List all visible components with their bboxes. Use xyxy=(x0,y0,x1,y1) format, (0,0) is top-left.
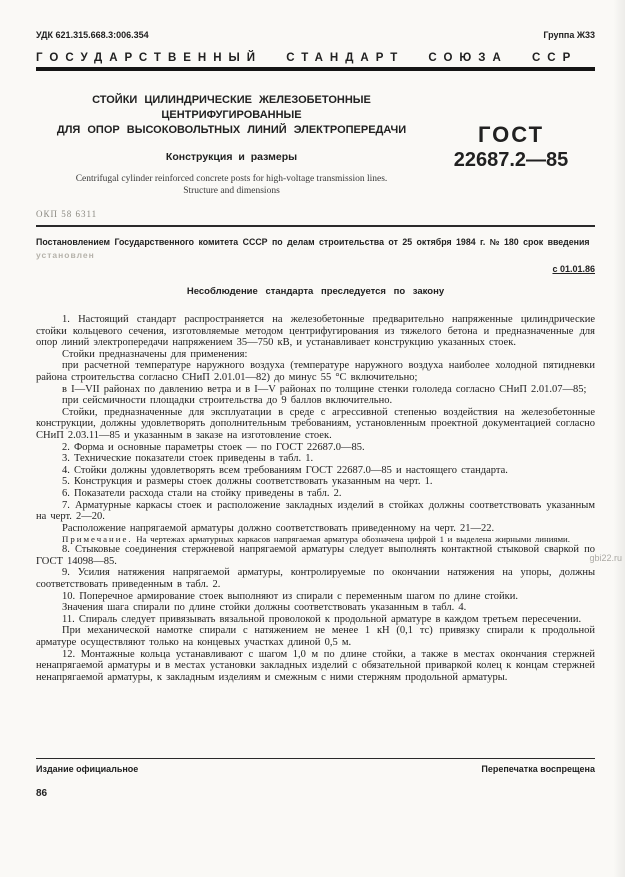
udk-code: УДК 621.315.668.3:006.354 xyxy=(36,30,149,40)
note-text: На чертежах арматурных каркасов напрягаемая арматура обозначена цифрой 1 и выделена жирными линиями. xyxy=(136,534,570,545)
paragraph: 3. Технические показатели стоек приведены в табл. 1. xyxy=(62,453,314,465)
section-rule xyxy=(36,225,595,227)
document-footer xyxy=(36,758,595,774)
okp-code: ОКП 58 6311 xyxy=(36,209,98,219)
decree-text: Постановлением Государственного комитета СССР по делам строительства от 25 октября 1984 г. № 180 срок введения xyxy=(36,237,590,247)
paragraph: 10. Поперечное армирование стоек выполняют из спирали с переменным шагом по длине стойки. xyxy=(62,590,518,602)
paragraph: при расчетной температуре наружного воздуха (температуре наружного воздуха наиболее холодной пятидневки района строительства согласно СНиП 2.01.01—82) до минус 55 °С включительно; xyxy=(36,360,595,383)
watermark: gbi22.ru xyxy=(589,553,622,563)
banner-rule xyxy=(36,67,595,71)
document-header xyxy=(36,30,595,40)
gost-number: 22687.2—85 xyxy=(453,149,569,171)
title-section xyxy=(36,93,595,219)
paragraph: 2. Форма и основные параметры стоек — по ГОСТ 22687.0—85. xyxy=(62,441,365,453)
page-number: 86 xyxy=(36,788,48,799)
title-line-2: ЦЕНТРИФУГИРОВАННЫЕ xyxy=(161,109,302,121)
decree-text-faded: установлен xyxy=(36,250,95,260)
paragraph: Значения шага спирали по длине стойки должны соответствовать указанным в табл. 4. xyxy=(62,602,467,614)
english-title-line-2: Structure and dimensions xyxy=(183,185,280,196)
paragraph: 11. Спираль следует привязывать вязальной проволокой к продольной арматуре в каждом третьем пересечении. xyxy=(62,613,582,625)
paragraph: 4. Стойки должны удовлетворять всем требованиям ГОСТ 22687.0—85 и настоящего стандарта. xyxy=(62,464,508,476)
english-title xyxy=(36,174,427,197)
law-notice: Несоблюдение стандарта преследуется по закону xyxy=(186,286,445,297)
paragraph: Расположение напрягаемой арматуры должно соответствовать приведенному на черт. 21—22. xyxy=(62,522,495,534)
effective-date: с 01.01.86 xyxy=(552,264,595,274)
gost-label: ГОСТ xyxy=(477,122,545,147)
paragraph: 9. Усилия натяжения напрягаемой арматуры, контролируемые по окончании натяжения на упоры, должны соответствовать приведенным в табл. 2. xyxy=(36,567,595,591)
paragraph: Стойки, предназначенные для эксплуатации в среде с агрессивной степенью воздействия на железобетонные конструкции, должны удовлетворять дополнительным требованиям, установленным проектной документацией согласно СНиП 2.03.11—85 и указанным в заказе на изготовление стоек. xyxy=(36,406,595,441)
subtitle: Конструкция и размеры xyxy=(165,151,298,163)
reprint-notice: Перепечатка воспрещена xyxy=(481,764,595,774)
paragraph: При механической намотке спирали с натяжением не менее 1 кН (0,1 тс) привязку спирали к продольной арматуре осуществляют только на концевых участках длиной 0,5 м. xyxy=(36,625,595,649)
group-code: Группа Ж33 xyxy=(543,30,595,40)
title-line-1: СТОЙКИ ЦИЛИНДРИЧЕСКИЕ ЖЕЛЕЗОБЕТОННЫЕ xyxy=(92,94,371,106)
paragraph: в I—VII районах по давлению ветра и в I—V районах по толщине стенки гололеда согласно СНиП 2.01.07—85; xyxy=(62,383,587,395)
title-block xyxy=(36,93,427,219)
paragraph: 8. Стыковые соединения стержневой напрягаемой арматуры следует выполнять контактной стыковой сваркой по ГОСТ 14098—85. xyxy=(36,544,595,567)
paragraph: 12. Монтажные кольца устанавливают с шагом 1,0 м по длине стойки, а также в местах окончания стержней ненапрягаемой арматуры и в местах установки закладных изделий с обязательной приваркой колец к концам стержней ненапрягаемой арматуры, к закладным изделиям и смежным с ними стержням продольной арматуры. xyxy=(36,648,595,683)
paragraph: 7. Арматурные каркасы стоек и расположение закладных изделий в стойках должны соответствовать указанным на черт. 2—20. xyxy=(36,499,595,523)
gost-designation xyxy=(427,93,595,219)
paragraph: Стойки предназначены для применения: xyxy=(62,348,248,360)
title-line-3: ДЛЯ ОПОР ВЫСОКОВОЛЬТНЫХ ЛИНИЙ ЭЛЕКТРОПЕРЕДАЧИ xyxy=(56,124,407,136)
english-title-line-1: Centrifugal cylinder reinforced concrete posts for high-voltage transmission lines. xyxy=(75,174,388,184)
paragraph: при сейсмичности площадки строительства до 9 баллов включительно. xyxy=(62,395,393,407)
note-paragraph xyxy=(36,534,595,544)
standard-banner: ГОСУДАРСТВЕННЫЙ СТАНДАРТ СОЮЗА ССР xyxy=(36,52,578,64)
note-label: Примечание. xyxy=(62,534,133,545)
paragraph: 1. Настоящий стандарт распространяется на железобетонные предварительно напряженные цилиндрические стойки кольцевого сечения, изготовляемые методом центрифугирования из тяжелого бетона и предназначенные для опор линий электропередачи напряжением 35—750 кВ, и устанавливает конструкцию указанных стоек. xyxy=(36,314,595,349)
paragraph: 5. Конструкция и размеры стоек должны соответствовать указанным на черт. 1. xyxy=(62,476,433,488)
official-edition-label: Издание официальное xyxy=(36,764,139,774)
body-text xyxy=(36,314,595,683)
paragraph: 6. Показатели расхода стали на стойку приведены в табл. 2. xyxy=(62,487,342,499)
